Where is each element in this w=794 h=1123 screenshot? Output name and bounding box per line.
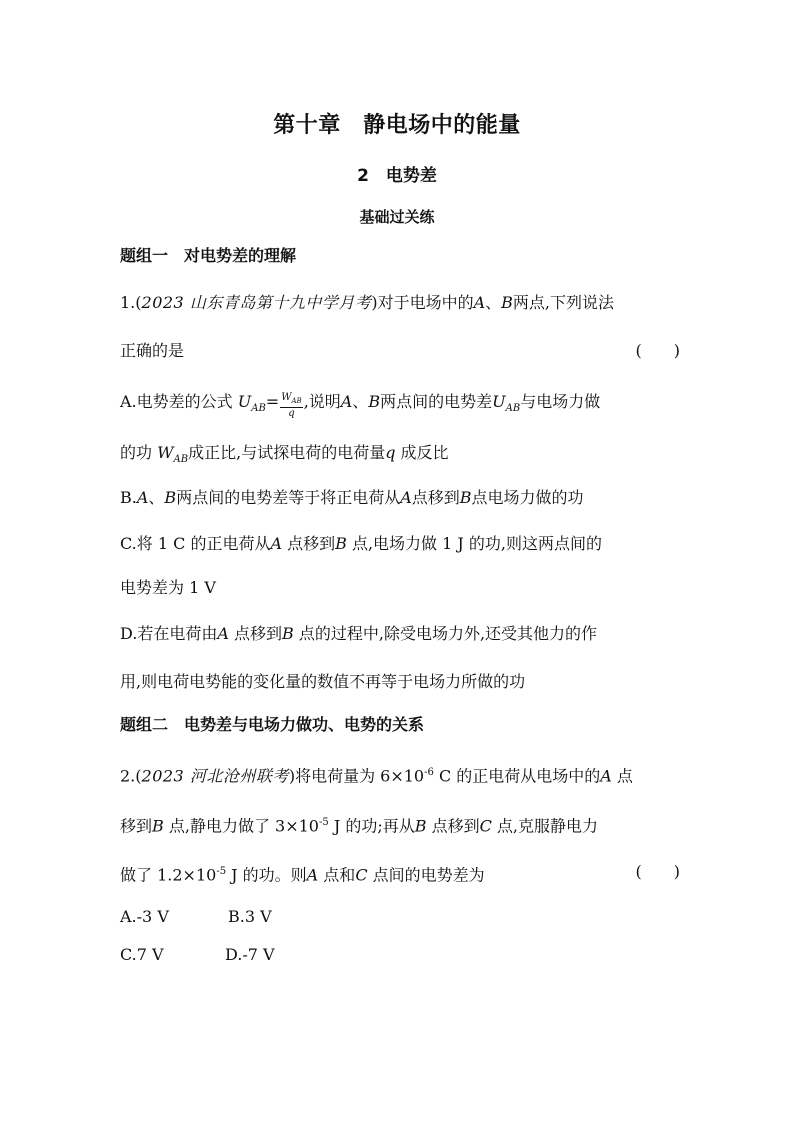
- q2-answer-bracket: ( ): [635, 862, 680, 881]
- q1-option-a-line2: 的功 $W_{AB}$成正比,与试探电荷的电荷量q 成反比: [120, 443, 449, 466]
- q2-option-b: B.3 V: [228, 907, 272, 926]
- q1-option-c-line2: 电势差为 1 V: [120, 578, 216, 597]
- chapter-title: 第十章 静电场中的能量: [273, 113, 521, 138]
- q1-option-d-line2: 用,则电荷电势能的变化量的数值不再等于电场力所做的功: [120, 672, 526, 691]
- q1-option-c-line1: C.将 1 C 的正电荷从A 点移到B 点,电场力做 1 J 的功,则这两点间的: [120, 534, 602, 553]
- q2-options-row1: [120, 907, 680, 927]
- q2-option-a: A.-3 V: [120, 907, 169, 926]
- q1-stem-line2: 正确的是 ( ): [120, 341, 680, 360]
- group1-title: 题组一 对电势差的理解: [120, 246, 297, 265]
- q2-stem-line1: 2.(2023 河北沧州联考)将电荷量为 $6\times 10^{-6}$ C 的正电荷从电场中的A 点: [120, 766, 633, 786]
- q2-stem-line3: 做了 $1.2\times 10^{-5}$ J 的功。则A 点和C 点间的电势差为 ( ): [120, 862, 680, 885]
- q1-source: 2023 山东青岛第十九中学月考: [141, 293, 372, 312]
- q1-option-b: B.A、B两点间的电势差等于将正电荷从A点移到B点电场力做的功: [120, 488, 584, 507]
- section-title: 2 电势差: [357, 166, 437, 186]
- q1-answer-bracket: ( ): [635, 341, 680, 360]
- q2-option-c: C.7 V: [120, 945, 164, 964]
- group2-title: 题组二 电势差与电场力做功、电势的关系: [120, 715, 425, 734]
- q1-option-d-line1: D.若在电荷由A 点移到B 点的过程中,除受电场力外,还受其他力的作: [120, 624, 598, 643]
- q1-option-a-line1: A.电势差的公式 $U_{AB}=$ $\frac{W_{AB}}{q}$ ,说明A、B两点间的电势差$U_{AB}$与电场力做: [120, 392, 601, 419]
- q2-stem-line2: 移到B 点,静电力做了 $3\times 10^{-5}$ J 的功;再从B 点移到C 点,克服静电力: [120, 816, 599, 836]
- q2-source: 2023 河北沧州联考: [141, 766, 289, 786]
- q2-option-d: D.-7 V: [225, 945, 275, 964]
- q1-stem-line1: 1.(2023 山东青岛第十九中学月考)对于电场中的A、B两点,下列说法: [120, 293, 615, 312]
- potential-difference-formula: $\frac{W_{AB}}{q}$: [281, 392, 302, 419]
- exercise-subtitle: 基础过关练: [359, 208, 435, 226]
- q2-options-row2: [120, 945, 680, 965]
